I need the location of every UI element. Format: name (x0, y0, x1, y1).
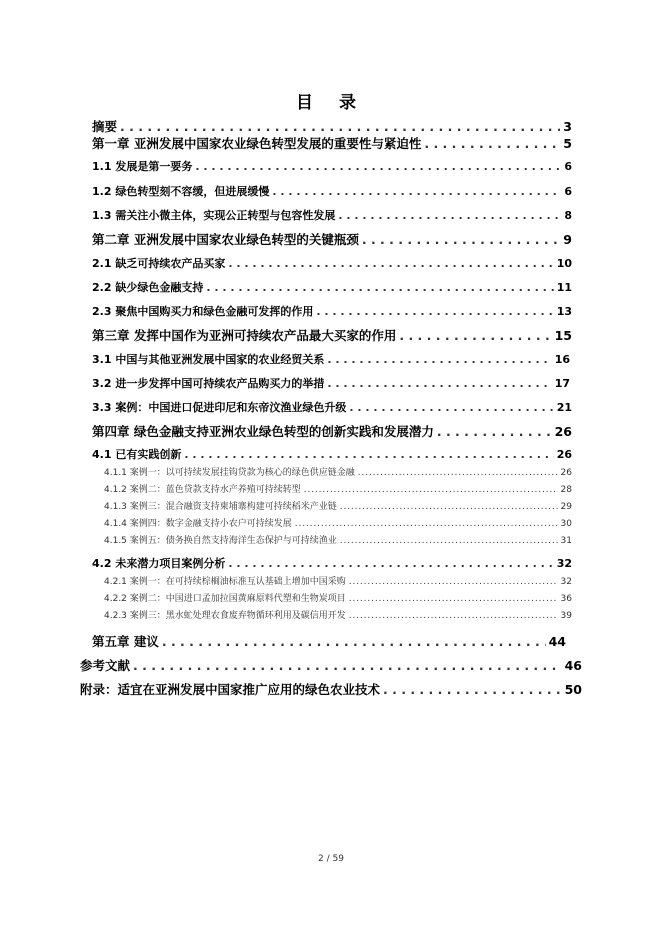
toc-entry-chapter-1[interactable] (92, 134, 572, 152)
toc-entry-section-2-2[interactable] (92, 279, 572, 295)
dot-leader (120, 119, 560, 134)
toc-entry-section-2-3[interactable] (92, 303, 572, 319)
toc-entry-section-4-1[interactable] (92, 446, 572, 462)
toc-entry-subsection-4-2-3[interactable] (104, 608, 572, 621)
toc-entry-section-1-2[interactable] (92, 183, 572, 199)
toc-entry-page: 32 (556, 557, 572, 570)
dot-leader (349, 577, 558, 587)
toc-entry-title: 3.3 案例：中国进口促进印尼和东帝汶渔业绿色升级 (92, 401, 347, 414)
toc-entry-subsection-4-2-2[interactable] (104, 591, 572, 604)
toc-entry-title: 4.1.4 案例四：数字金融支持小农户可持续发展 (104, 519, 292, 529)
toc-entry-title: 第二章 亚洲发展中国家农业绿色转型的关键瓶颈 (92, 232, 359, 247)
toc-entry-section-4-2[interactable] (92, 555, 572, 571)
dot-leader (272, 185, 561, 198)
toc-entry-page: 29 (560, 502, 572, 512)
toc-entry-page: 44 (548, 634, 566, 649)
toc-entry-page: 8 (564, 209, 572, 222)
toc-entry-title: 摘要 (92, 119, 118, 134)
dot-leader (295, 519, 558, 529)
toc-entry-section-3-3[interactable] (92, 399, 572, 415)
dot-leader (228, 257, 553, 270)
toc-entry-subsection-4-2-1[interactable] (104, 574, 572, 587)
toc-entry-page: 46 (564, 658, 582, 673)
toc-entry-title: 4.2.2 案例二：中国进口孟加拉国黄麻原料代塑和生物炭项目 (104, 594, 346, 604)
toc-entry-title: 第四章 绿色金融支持亚洲农业绿色转型的创新实践和发展潜力 (92, 424, 434, 439)
toc-entry-title: 附录：适宜在亚洲发展中国家推广应用的绿色农业技术 (80, 682, 381, 697)
toc-entry-subsection-4-1-3[interactable] (104, 499, 572, 512)
toc-entry-page: 32 (560, 577, 572, 587)
toc-entry-title: 4.2 未来潜力项目案例分析 (92, 557, 226, 570)
toc-entry-title: 第三章 发挥中国作为亚洲可持续农产品最大买家的作用 (92, 328, 397, 343)
toc-entry-title: 2.1 缺乏可持续农产品买家 (92, 257, 226, 270)
dot-leader (133, 658, 562, 673)
toc-entry-subsection-4-1-4[interactable] (104, 516, 572, 529)
dot-leader (349, 401, 553, 414)
toc-entry-page: 28 (560, 485, 572, 495)
toc-entry-page: 30 (560, 519, 572, 529)
dot-leader (340, 536, 558, 546)
toc-entry-page: 50 (564, 682, 582, 697)
toc-entry-section-3-1[interactable] (92, 351, 570, 367)
toc-entry-appendix[interactable] (80, 680, 582, 698)
toc-entry-title: 1.3 需关注小微主体，实现公正转型与包容性发展 (92, 209, 336, 222)
toc-entry-page: 39 (560, 611, 572, 621)
toc-entry-title: 4.2.1 案例一：在可持续棕榈油标准互认基础上增加中国采购 (104, 577, 346, 587)
toc-entry-subsection-4-1-5[interactable] (104, 533, 572, 546)
dot-leader (327, 377, 551, 390)
toc-entry-title: 4.1.3 案例三：混合融资支持柬埔寨构建可持续稻米产业链 (104, 502, 337, 512)
toc-entry-chapter-5[interactable] (92, 632, 566, 650)
toc-entry-subsection-4-1-2[interactable] (104, 482, 572, 495)
toc-entry-title: 4.1 已有实践创新 (92, 448, 182, 461)
toc-entry-title: 1.2 绿色转型刻不容缓，但进展缓慢 (92, 185, 270, 198)
toc-entry-page: 17 (554, 377, 570, 390)
toc-entry-title: 第五章 建议 (92, 634, 159, 649)
toc-entry-title: 2.3 聚焦中国购买力和绿色金融可发挥的作用 (92, 305, 314, 318)
page-number: 2 / 59 (318, 854, 344, 864)
toc-entry-page: 26 (554, 424, 572, 439)
dot-leader (162, 634, 546, 649)
toc-entry-page: 15 (554, 328, 572, 343)
dot-leader (437, 424, 552, 439)
toc-entry-section-3-2[interactable] (92, 375, 570, 391)
dot-leader (399, 328, 551, 343)
toc-entry-page: 16 (554, 353, 570, 366)
toc-entry-page: 36 (560, 594, 572, 604)
toc-entry-title: 3.1 中国与其他亚洲发展中国家的农业经贸关系 (92, 353, 325, 366)
toc-entry-title: 第一章 亚洲发展中国家农业绿色转型发展的重要性与紧迫性 (92, 136, 422, 151)
toc-entry-section-1-3[interactable] (92, 207, 572, 223)
toc-entry-title: 2.2 缺少绿色金融支持 (92, 281, 204, 294)
toc-entry-chapter-2[interactable] (92, 230, 572, 248)
toc-entry-chapter-3[interactable] (92, 326, 572, 344)
toc-entry-page: 6 (564, 185, 572, 198)
toc-entry-title: 4.1.2 案例二：蓝色贷款支持水产养殖可持续转型 (104, 485, 301, 495)
dot-leader (362, 232, 560, 247)
toc-entry-title: 4.1.1 案例一：以可持续发展挂钩贷款为核心的绿色供应链金融 (104, 468, 355, 478)
page-title: 目 录 (296, 93, 366, 113)
dot-leader (304, 485, 558, 495)
toc-entry-title: 4.1.5 案例五：债务换自然支持海洋生态保护与可持续渔业 (104, 536, 337, 546)
toc-entry-page: 9 (563, 232, 572, 247)
dot-leader (206, 281, 553, 294)
toc-entry-page: 21 (556, 401, 572, 414)
toc-entry-abstract[interactable] (92, 117, 572, 135)
toc-entry-section-1-1[interactable] (92, 158, 572, 174)
dot-leader (195, 160, 561, 173)
toc-entry-page: 10 (556, 257, 572, 270)
toc-entry-page: 6 (564, 160, 572, 173)
dot-leader (327, 353, 551, 366)
dot-leader (340, 502, 558, 512)
dot-leader (349, 594, 558, 604)
toc-entry-page: 26 (556, 448, 572, 461)
toc-entry-section-2-1[interactable] (92, 255, 572, 271)
toc-entry-title: 参考文献 (80, 658, 131, 673)
toc-entry-title: 4.2.3 案例三：黑水虻处理农食废弃物循环利用及碳信用开发 (104, 611, 346, 621)
dot-leader (358, 468, 558, 478)
toc-entry-subsection-4-1-1[interactable] (104, 465, 572, 478)
dot-leader (383, 682, 562, 697)
toc-entry-page: 26 (560, 468, 572, 478)
toc-entry-page: 3 (563, 119, 572, 134)
toc-entry-page: 13 (556, 305, 572, 318)
dot-leader (228, 557, 553, 570)
toc-entry-title: 1.1 发展是第一要务 (92, 160, 193, 173)
toc-entry-title: 3.2 进一步发挥中国可持续农产品购买力的举措 (92, 377, 325, 390)
dot-leader (316, 305, 553, 318)
toc-entry-references[interactable] (80, 656, 582, 674)
dot-leader (349, 611, 558, 621)
dot-leader (338, 209, 561, 222)
dot-leader (424, 136, 560, 151)
dot-leader (184, 448, 553, 461)
toc-entry-page: 11 (556, 281, 572, 294)
toc-entry-page: 31 (560, 536, 572, 546)
toc-entry-chapter-4[interactable] (92, 422, 572, 440)
toc-entry-page: 5 (563, 136, 572, 151)
